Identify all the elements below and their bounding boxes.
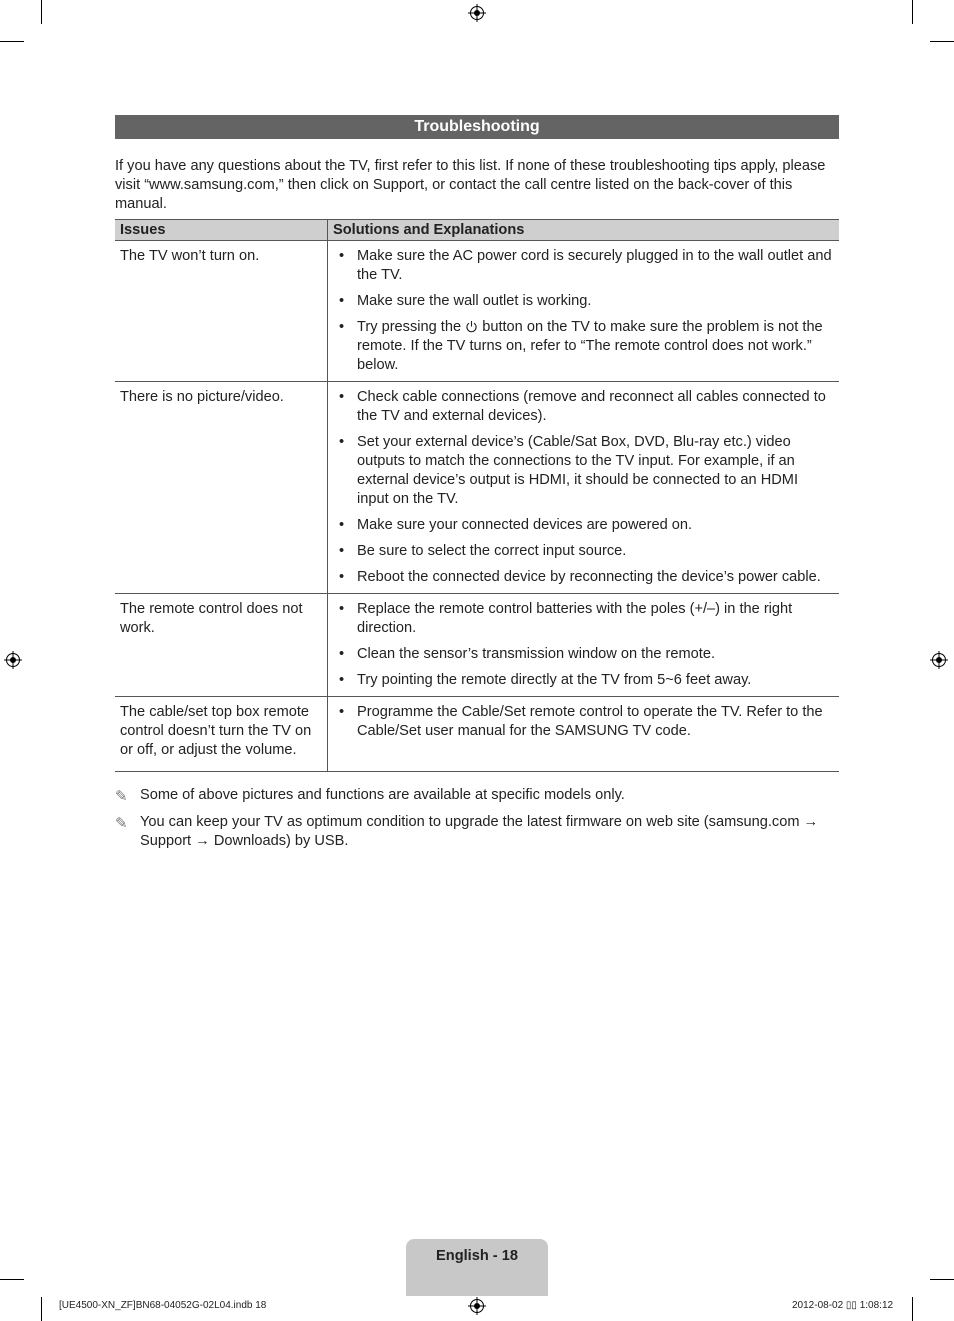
intro-paragraph: If you have any questions about the TV, first refer to this list. If none of these troubleshooting tips apply, please visit “www.samsung.com,” then click on Support, or contact the call centre listed on the back-cover of this manual.: [115, 158, 826, 212]
page-number-tab: English - 18: [406, 1239, 548, 1296]
solution-item: [333, 542, 834, 561]
print-slug-left: [UE4500-XN_ZF]BN68-04052G-02L04.indb 18: [59, 1300, 267, 1311]
solution-text: Make sure the wall outlet is working.: [357, 293, 592, 309]
troubleshooting-table: [115, 219, 839, 772]
solutions-cell: [328, 382, 840, 594]
solutions-cell: [328, 241, 840, 382]
bullet-icon: •: [339, 543, 345, 559]
registration-mark-icon: [468, 4, 486, 22]
solution-text: Make sure the AC power cord is securely plugged in to the wall outlet and the TV.: [357, 248, 832, 283]
solution-text-post: button on the TV to make sure the problem is not the remote. If the TV turns on, refer to “The remote control does not work.” below.: [357, 319, 823, 373]
registration-mark-icon: [468, 1297, 486, 1315]
note-icon: ✎: [115, 815, 128, 832]
solutions-list: [333, 247, 834, 375]
crop-mark: [930, 1279, 954, 1280]
solution-item: [333, 600, 834, 638]
bullet-icon: •: [339, 248, 345, 264]
crop-mark: [912, 0, 913, 24]
solution-item: [333, 671, 834, 690]
page-content: [115, 115, 839, 859]
column-header-issues: Issues: [115, 220, 328, 241]
solutions-list: [333, 388, 834, 587]
solution-text: Programme the Cable/Set remote control to operate the TV. Refer to the Cable/Set user manual for the SAMSUNG TV code.: [357, 704, 823, 739]
issue-cell: The cable/set top box remote control doesn’t turn the TV on or off, or adjust the volume.: [115, 697, 328, 772]
solutions-cell: [328, 594, 840, 697]
table-row: [115, 382, 839, 594]
note-icon: ✎: [115, 788, 128, 805]
print-slug-right: 2012-08-02 ▯▯ 1:08:12: [792, 1300, 894, 1311]
issue-cell: The remote control does not work.: [115, 594, 328, 697]
table-row: [115, 697, 839, 772]
crop-mark: [41, 0, 42, 24]
note-item: [115, 786, 839, 805]
solution-item: [333, 292, 834, 311]
solution-item: [333, 247, 834, 285]
issue-cell: The TV won’t turn on.: [115, 241, 328, 382]
note-item: [115, 813, 839, 851]
bullet-icon: •: [339, 672, 345, 688]
bullet-icon: •: [339, 389, 345, 405]
note-text: You can keep your TV as optimum condition to upgrade the latest firmware on web site (samsung.com → Support → Downloads) by USB.: [140, 814, 819, 849]
column-header-solutions: Solutions and Explanations: [328, 220, 840, 241]
crop-mark: [930, 41, 954, 42]
issue-cell: There is no picture/video.: [115, 382, 328, 594]
solution-item: [333, 516, 834, 535]
crop-mark: [41, 1297, 42, 1321]
bullet-icon: •: [339, 293, 345, 309]
solution-text: Reboot the connected device by reconnecting the device’s power cable.: [357, 569, 821, 585]
solution-item: [333, 318, 834, 375]
solutions-list: [333, 703, 834, 741]
notes-section: [115, 786, 839, 851]
solutions-list: [333, 600, 834, 690]
solutions-cell: [328, 697, 840, 772]
bullet-icon: •: [339, 646, 345, 662]
crop-mark: [0, 41, 24, 42]
solution-text: Be sure to select the correct input source.: [357, 543, 627, 559]
crop-mark: [912, 1297, 913, 1321]
note-text: Some of above pictures and functions are available at specific models only.: [140, 787, 625, 803]
solution-text: Make sure your connected devices are powered on.: [357, 517, 693, 533]
bullet-icon: •: [339, 319, 345, 335]
table-row: [115, 241, 839, 382]
solution-text: Check cable connections (remove and reconnect all cables connected to the TV and external devices).: [357, 389, 826, 424]
solution-text-pre: Try pressing the: [357, 319, 462, 335]
crop-mark: [0, 1279, 24, 1280]
solution-item: [333, 388, 834, 426]
section-title: Troubleshooting: [115, 115, 839, 139]
solution-text: Set your external device’s (Cable/Sat Box, DVD, Blu-ray etc.) video outputs to match the connections to the TV input. For example, if an external device’s output is HDMI, it should be connected to an HDMI input on the TV.: [357, 434, 799, 507]
table-header-row: [115, 220, 839, 241]
bullet-icon: •: [339, 704, 345, 720]
bullet-icon: •: [339, 601, 345, 617]
table-row: [115, 594, 839, 697]
power-icon: [465, 320, 478, 333]
registration-mark-icon: [930, 651, 948, 669]
solution-item: [333, 703, 834, 741]
solution-text: Replace the remote control batteries with the poles (+/–) in the right direction.: [357, 601, 793, 636]
solution-item: [333, 433, 834, 509]
solution-text: Try pointing the remote directly at the TV from 5~6 feet away.: [357, 672, 752, 688]
solution-item: [333, 568, 834, 587]
solution-item: [333, 645, 834, 664]
bullet-icon: •: [339, 517, 345, 533]
solution-text: Clean the sensor’s transmission window on the remote.: [357, 646, 715, 662]
bullet-icon: •: [339, 569, 345, 585]
bullet-icon: •: [339, 434, 345, 450]
registration-mark-icon: [4, 651, 22, 669]
